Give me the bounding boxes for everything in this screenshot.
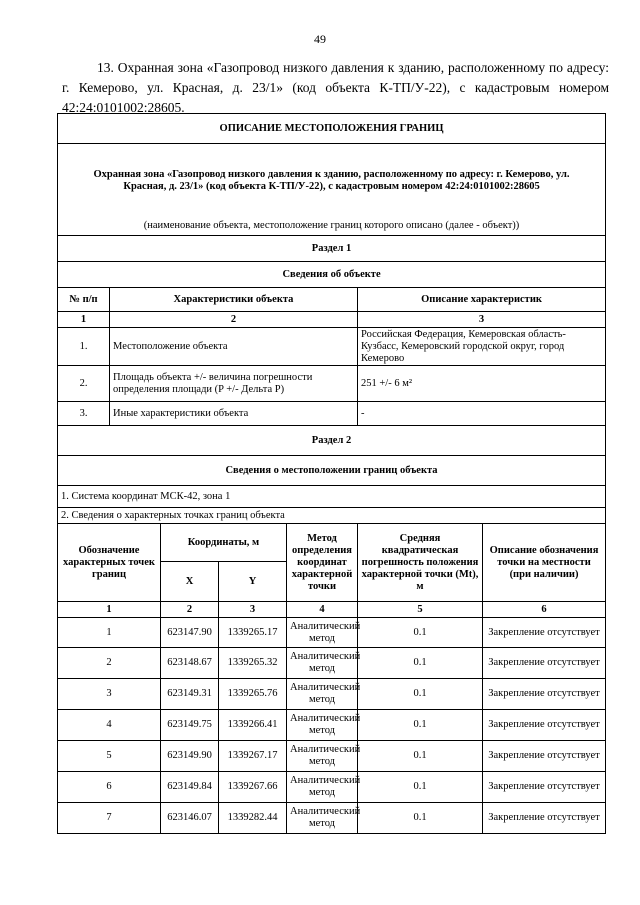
header-coordinates: Координаты, м (161, 524, 287, 562)
characteristic-name: Площадь объекта +/- величина погрешности определения площади (P +/- Дельта P) (110, 366, 358, 402)
point-method: Аналитический метод (287, 772, 358, 803)
point-description: Закрепление отсутствует (483, 648, 606, 679)
point-x: 623149.84 (161, 772, 219, 803)
point-accuracy: 0.1 (358, 803, 483, 834)
points-caption: 2. Сведения о характерных точках границ объекта (58, 508, 606, 524)
table-row (58, 618, 606, 648)
point-description: Закрепление отсутствует (483, 679, 606, 710)
row-number: 2. (58, 366, 110, 402)
point-x: 623149.75 (161, 710, 219, 741)
point-y: 1339265.17 (219, 618, 287, 648)
point-accuracy: 0.1 (358, 679, 483, 710)
header-characteristics: Характеристики объекта (110, 288, 358, 312)
point-accuracy: 0.1 (358, 618, 483, 648)
point-id: 5 (58, 741, 161, 772)
point-y: 1339267.66 (219, 772, 287, 803)
col-number-3: 3 (219, 602, 287, 618)
characteristic-name: Местоположение объекта (110, 328, 358, 366)
header-x: X (161, 562, 219, 602)
point-x: 623148.67 (161, 648, 219, 679)
col-number-4: 4 (287, 602, 358, 618)
header-point-designation: Обозначение характерных точек границ (58, 524, 161, 602)
point-accuracy: 0.1 (358, 772, 483, 803)
section2-title: Раздел 2 (58, 426, 606, 456)
point-method: Аналитический метод (287, 679, 358, 710)
point-method: Аналитический метод (287, 741, 358, 772)
table-row (58, 803, 606, 834)
point-id: 1 (58, 618, 161, 648)
row-number: 3. (58, 402, 110, 426)
point-x: 623147.90 (161, 618, 219, 648)
coordinate-system: 1. Система координат МСК-42, зона 1 (58, 486, 606, 508)
point-accuracy: 0.1 (358, 741, 483, 772)
table-row (58, 710, 606, 741)
intro-paragraph: 13. Охранная зона «Газопровод низкого давления к зданию, расположенному по адресу: г. Кемерово, ул. Красная, д. 23/1» (код объекта К-ТП/У-22), с кадастровым номером 42:24:0101002:28605. (62, 60, 609, 115)
point-y: 1339267.17 (219, 741, 287, 772)
point-description: Закрепление отсутствует (483, 741, 606, 772)
page-number: 49 (314, 32, 326, 46)
header-y: Y (219, 562, 287, 602)
table-row (58, 648, 606, 679)
point-accuracy: 0.1 (358, 710, 483, 741)
header-number: № п/п (58, 288, 110, 312)
point-x: 623149.90 (161, 741, 219, 772)
section1-title: Раздел 1 (58, 236, 606, 262)
point-x: 623146.07 (161, 803, 219, 834)
point-y: 1339265.32 (219, 648, 287, 679)
col-number-2: 2 (161, 602, 219, 618)
point-description: Закрепление отсутствует (483, 803, 606, 834)
col-number-6: 6 (483, 602, 606, 618)
section2-subtitle: Сведения о местоположении границ объекта (58, 456, 606, 486)
point-y: 1339265.76 (219, 679, 287, 710)
document-title: ОПИСАНИЕ МЕСТОПОЛОЖЕНИЯ ГРАНИЦ (58, 114, 606, 144)
col-number-3: 3 (358, 312, 606, 328)
boundary-description-table (57, 113, 606, 834)
point-method: Аналитический метод (287, 710, 358, 741)
point-description: Закрепление отсутствует (483, 618, 606, 648)
point-description: Закрепление отсутствует (483, 710, 606, 741)
point-y: 1339282.44 (219, 803, 287, 834)
header-description: Описание характеристик (358, 288, 606, 312)
object-description: Охранная зона «Газопровод низкого давления к зданию, расположенному по адресу: г. Кемерово, ул. Красная, д. 23/1» (код объекта К-ТП/У-22), с кадастровым номером 42:24:0101002:28605 (58, 144, 606, 218)
characteristic-value: Российская Федерация, Кемеровская область-Кузбасс, Кемеровский городской округ, город Кемерово (358, 328, 606, 366)
point-id: 6 (58, 772, 161, 803)
point-id: 3 (58, 679, 161, 710)
table-row (58, 772, 606, 803)
object-caption: (наименование объекта, местоположение границ которого описано (далее - объект)) (58, 218, 606, 236)
col-number-1: 1 (58, 602, 161, 618)
col-number-5: 5 (358, 602, 483, 618)
point-y: 1339266.41 (219, 710, 287, 741)
point-method: Аналитический метод (287, 803, 358, 834)
header-accuracy: Средняя квадратическая погрешность положения характерной точки (Mt), м (358, 524, 483, 602)
point-method: Аналитический метод (287, 618, 358, 648)
point-accuracy: 0.1 (358, 648, 483, 679)
point-id: 2 (58, 648, 161, 679)
point-description: Закрепление отсутствует (483, 772, 606, 803)
col-number-2: 2 (110, 312, 358, 328)
point-id: 7 (58, 803, 161, 834)
col-number-1: 1 (58, 312, 110, 328)
point-id: 4 (58, 710, 161, 741)
table-row (58, 679, 606, 710)
header-point-description: Описание обозначения точки на местности (при наличии) (483, 524, 606, 602)
point-x: 623149.31 (161, 679, 219, 710)
header-method: Метод определения координат характерной точки (287, 524, 358, 602)
row-number: 1. (58, 328, 110, 366)
point-method: Аналитический метод (287, 648, 358, 679)
characteristic-value: 251 +/- 6 м² (358, 366, 606, 402)
table-row (58, 741, 606, 772)
characteristic-name: Иные характеристики объекта (110, 402, 358, 426)
characteristic-value: - (358, 402, 606, 426)
section1-subtitle: Сведения об объекте (58, 262, 606, 288)
